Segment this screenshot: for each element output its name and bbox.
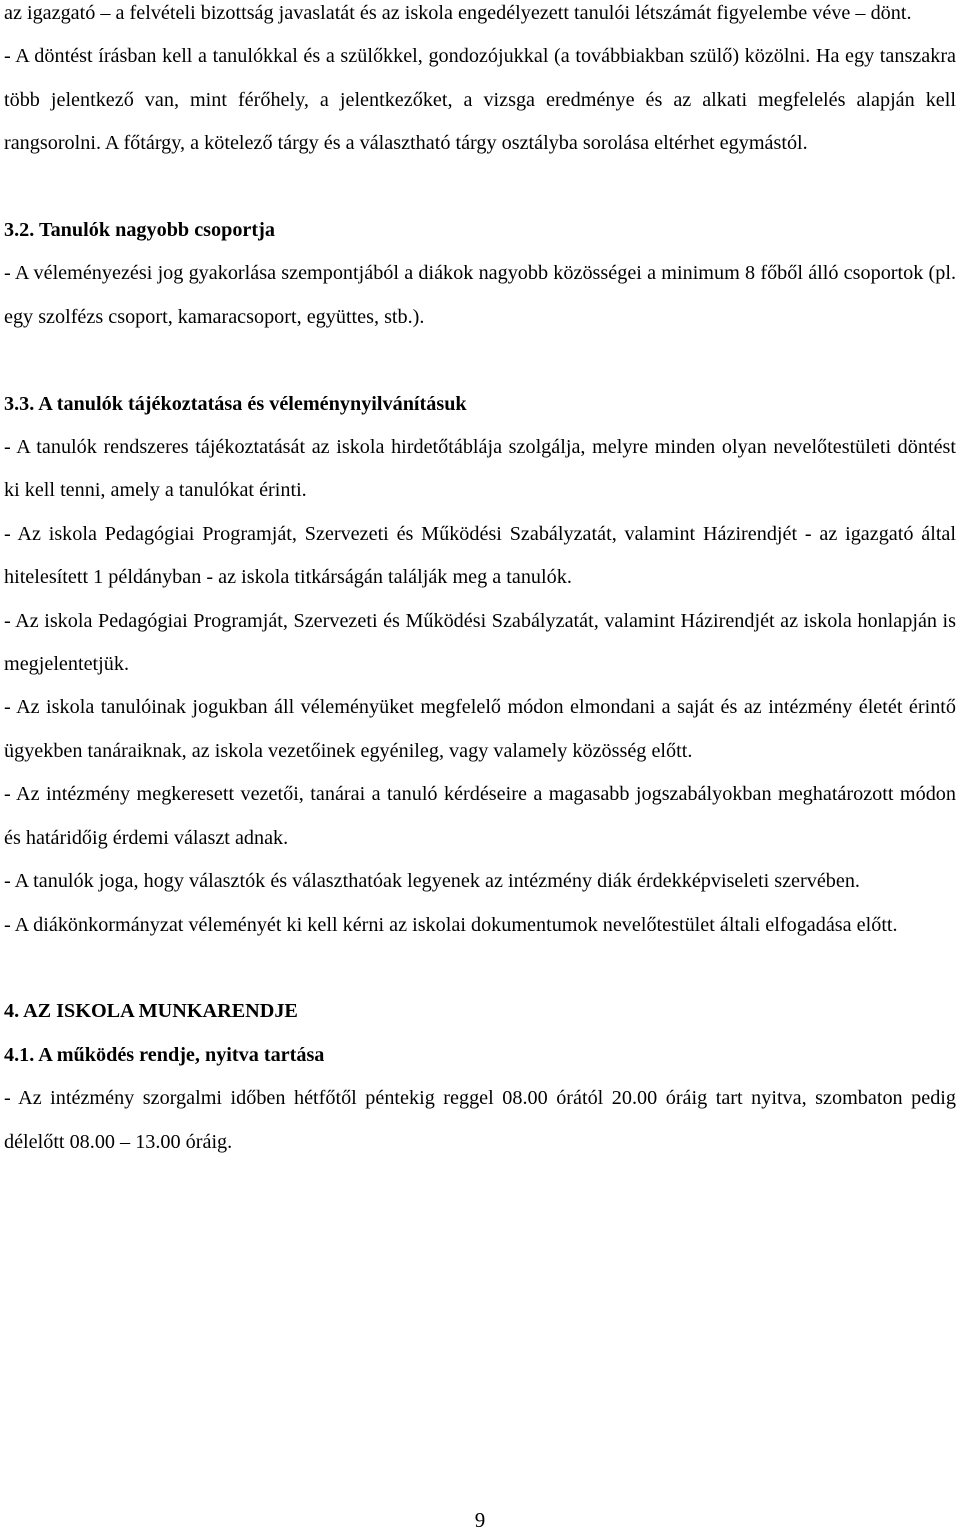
section-heading-3-2: 3.2. Tanulók nagyobb csoportja	[4, 219, 275, 242]
section-heading-4-1: 4.1. A működés rendje, nyitva tartása	[4, 1043, 325, 1066]
spacer	[4, 339, 956, 382]
section-3-3-paragraph: - Az iskola tanulóinak jogukban áll véleményüket megfelelő módon elmondani a saját és az intézmény életét érintő ügyekben tanáraiknak, az iskola vezetőinek egyénileg, vagy valamely közösség előtt.	[4, 696, 956, 762]
intro-paragraph-continuation: az igazgató – a felvételi bizottság javaslatát és az iskola engedélyezett tanulói létszámát figyelembe véve – dönt.	[4, 2, 912, 24]
spacer	[4, 166, 956, 209]
section-3-2-paragraph: - A véleményezési jog gyakorlása szempontjából a diákok nagyobb közösségei a minimum 8 főből álló csoportok (pl. egy szolfézs csoport, kamaracsoport, együttes, stb.).	[4, 262, 956, 328]
spacer	[4, 947, 956, 990]
page-number: 9	[474, 1508, 486, 1532]
section-3-3-paragraph: - Az iskola Pedagógiai Programját, Szervezeti és Működési Szabályzatát, valamint Házirendjét - az igazgató által hitelesített 1 példányban - az iskola titkárságán találják meg a tanulók.	[4, 522, 956, 589]
document-page	[4, 0, 956, 1164]
section-heading-3-3: 3.3. A tanulók tájékoztatása és véleménynyilvánításuk	[4, 392, 467, 415]
section-4-1-paragraph: - Az intézmény szorgalmi időben hétfőtől péntekig reggel 08.00 órától 20.00 óráig tart nyitva, szombaton pedig délelőtt 08.00 – 13.00 óráig.	[4, 1087, 956, 1153]
section-3-3-paragraph: - A tanulók joga, hogy választók és választhatóak legyenek az intézmény diák érdekképviseleti szervében.	[4, 870, 860, 893]
section-3-3-paragraph: - A tanulók rendszeres tájékoztatását az iskola hirdetőtáblája szolgálja, melyre minden olyan nevelőtestületi döntést ki kell tenni, amely a tanulókat érinti.	[4, 436, 956, 502]
section-3-3-paragraph: - Az iskola Pedagógiai Programját, Szervezeti és Működési Szabályzatát, valamint Házirendjét az iskola honlapján is megjelentetjük.	[4, 609, 956, 676]
section-heading-4: 4. AZ ISKOLA MUNKARENDJE	[4, 1000, 298, 1023]
section-3-3-paragraph: - A diákönkormányzat véleményét ki kell kérni az iskolai dokumentumok nevelőtestület általi elfogadása előtt.	[4, 913, 898, 936]
section-3-3-paragraph: - Az intézmény megkeresett vezetői, tanárai a tanuló kérdéseire a magasabb jogszabályokban meghatározott módon és határidőig érdemi választ adnak.	[4, 783, 956, 849]
intro-paragraph-decision: - A döntést írásban kell a tanulókkal és a szülőkkel, gondozójukkal (a továbbiakban szülő) közölni. Ha egy tanszakra több jelentkező van, mint férőhely, a jelentkezőket, a vizsga eredménye és az alkati megfelelés alapján kell rangsorolni. A főtárgy, a kötelező tárgy és a választható tárgy osztályba sorolása eltérhet egymástól.	[4, 45, 956, 155]
